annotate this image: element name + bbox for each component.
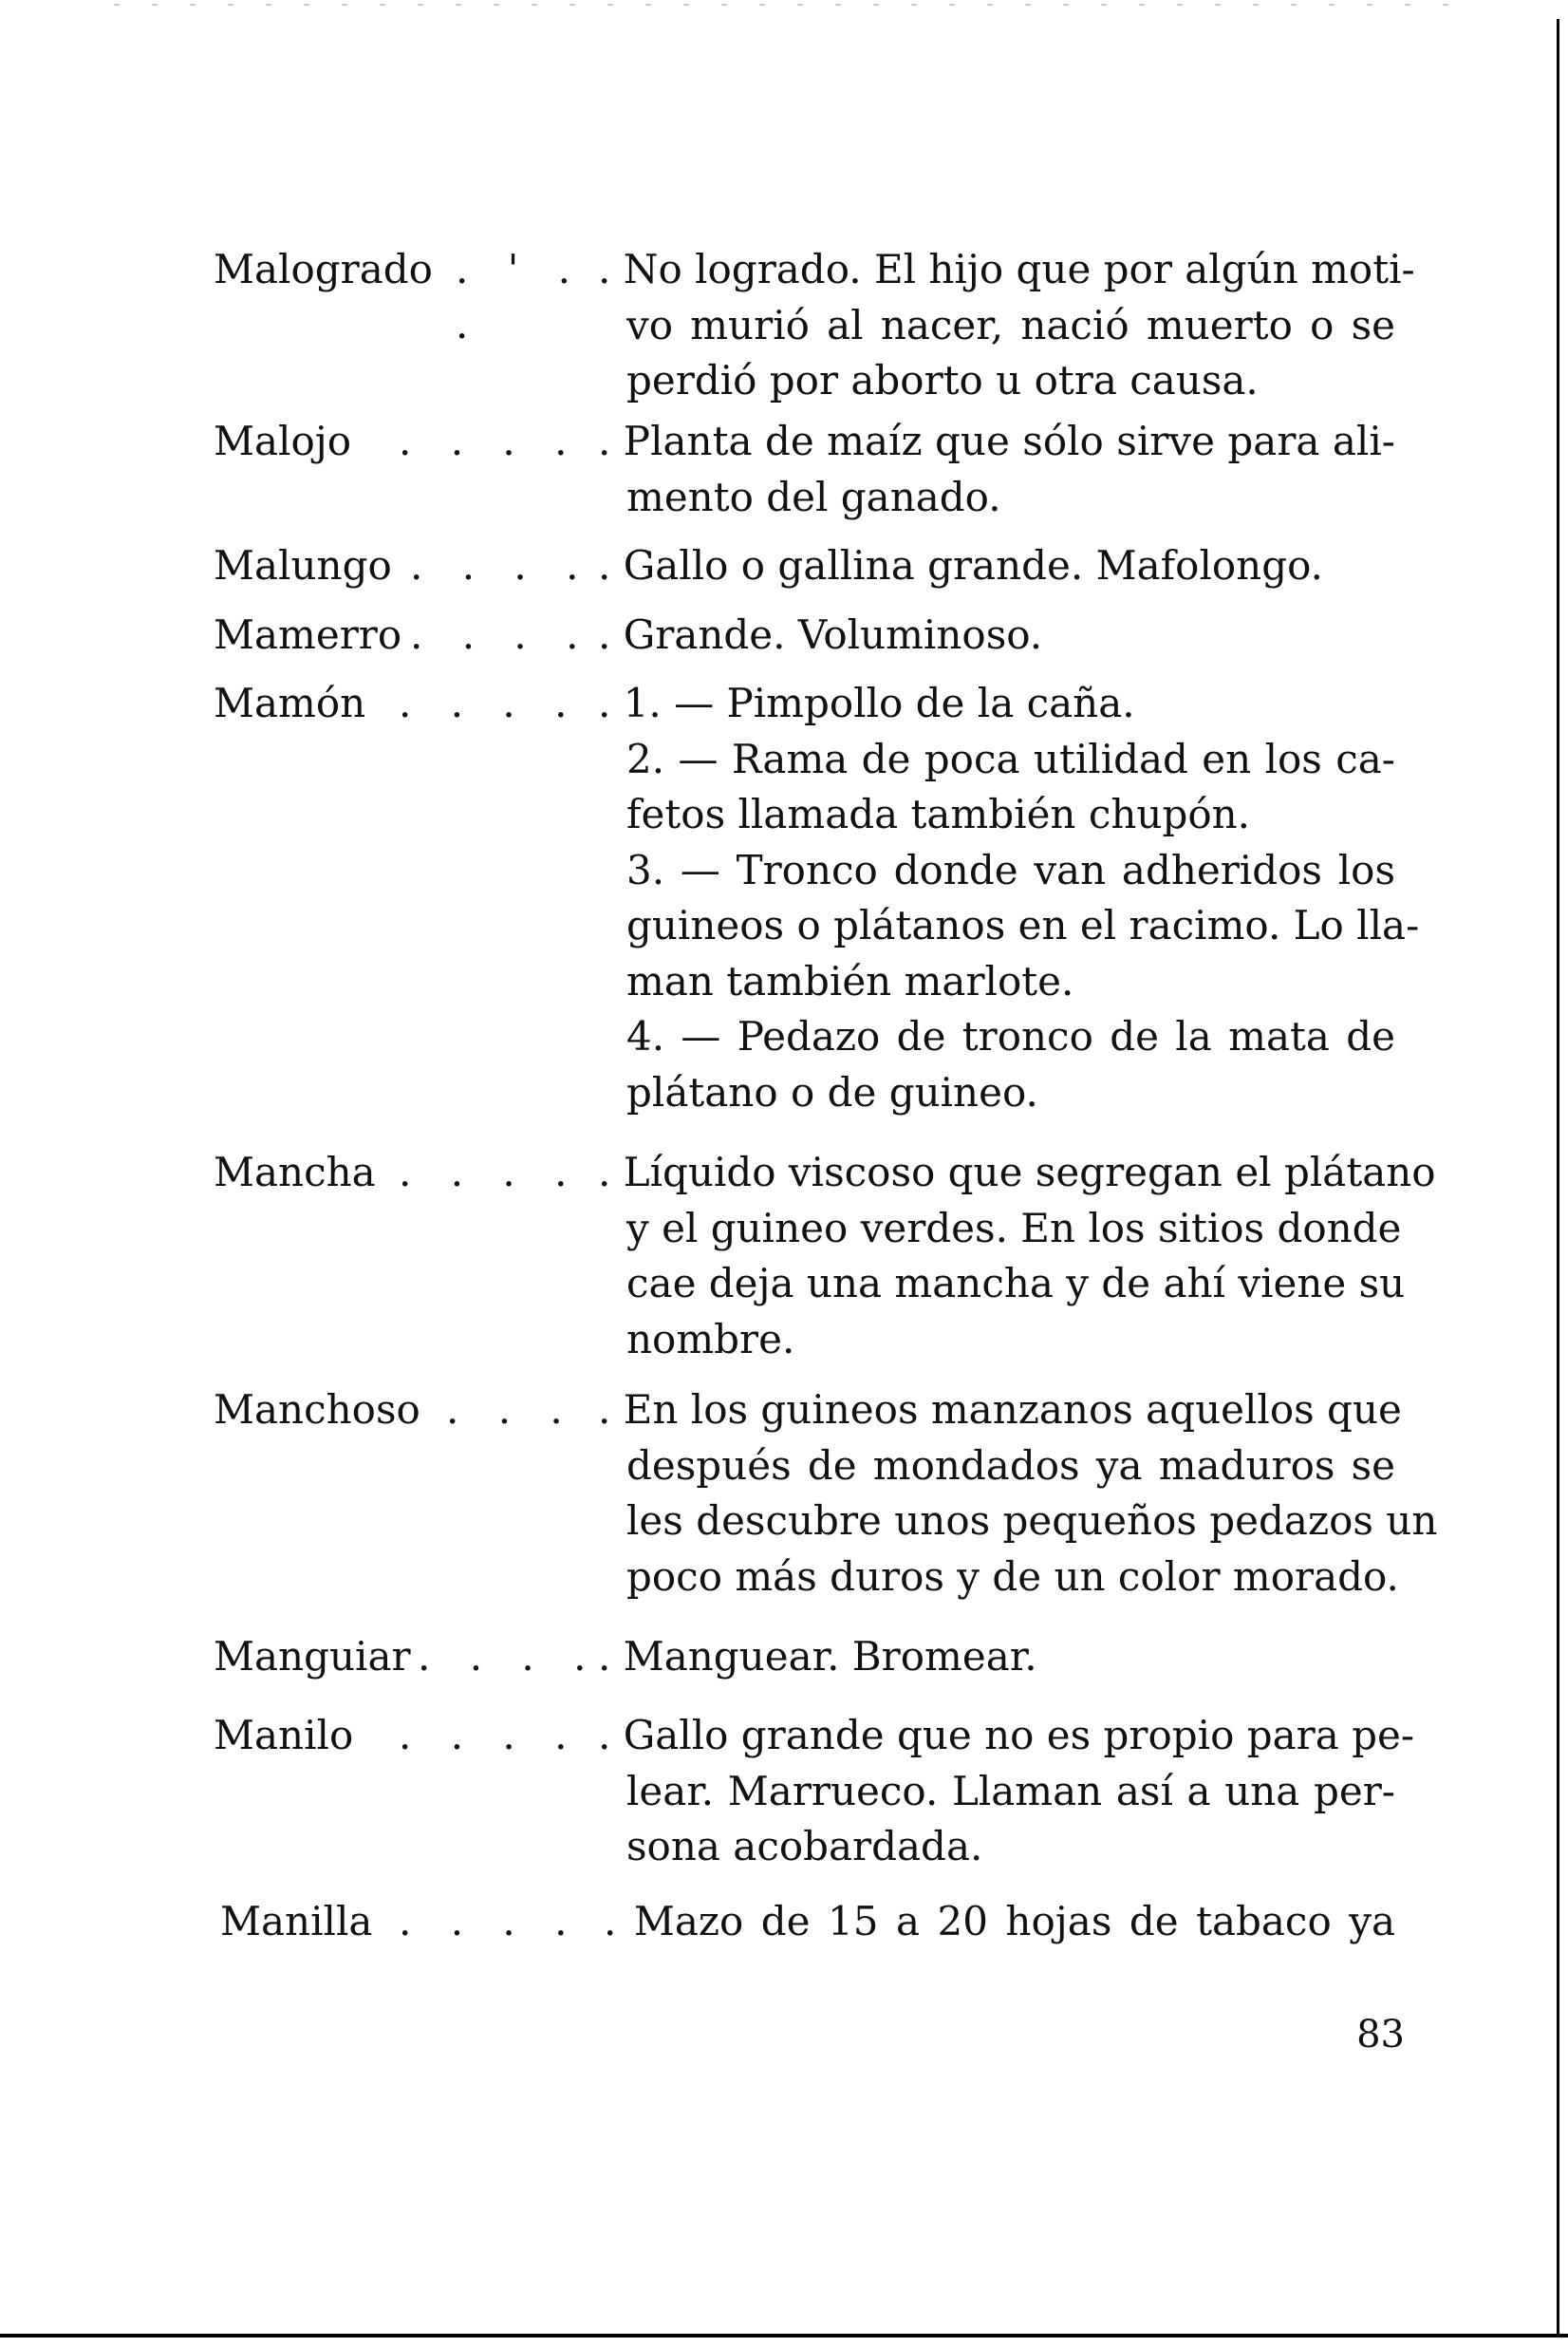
entry-definition: [598, 676, 1420, 1120]
definition-line: . Gallo grande que no es propio para pe-: [598, 1712, 1415, 1758]
definition-line: . Planta de maíz que sólo sirve para ali-: [598, 418, 1395, 464]
entry-definition: [598, 538, 1395, 594]
definition-line: perdió por aborto u otra causa.: [626, 357, 1259, 404]
entry-leader-dots: . . . .: [410, 542, 592, 589]
entry-leader-dots: . . .: [446, 1386, 576, 1433]
entry-term: Manilo: [214, 1712, 354, 1758]
definition-line: man también marlote.: [626, 957, 1074, 1005]
definition-line: 3. — Tronco donde van adheridos los: [626, 846, 1395, 893]
definition-line: 4. — Pedazo de tronco de la mata de: [626, 1013, 1395, 1060]
entry-definition: [598, 1708, 1415, 1875]
entry-leader-dots: . . . .: [399, 418, 581, 464]
entry-definition: [598, 608, 1395, 664]
entry-leader-dots: . . . .: [399, 1712, 581, 1758]
entry-definition: [598, 1629, 1395, 1685]
entry-term: Mamón: [214, 680, 366, 726]
definition-line: . Gallo o gallina grande. Mafolongo.: [598, 542, 1324, 589]
definition-line: vo murió al nacer, nació muerto o se: [626, 301, 1395, 348]
entry-definition: [598, 1145, 1436, 1367]
entry-leader-dots: . . . .: [399, 1898, 581, 1944]
definition-line: poco más duros y de un color morado.: [626, 1552, 1399, 1600]
definition-line: . En los guineos manzanos aquellos que: [598, 1386, 1402, 1433]
page-number: 83: [1356, 2013, 1405, 2056]
definition-line: . No logrado. El hijo que por algún moti-: [598, 246, 1415, 292]
entry-leader-dots: . . . .: [418, 1633, 600, 1680]
entry-leader-dots: . . . .: [399, 680, 581, 726]
definition-line: y el guineo verdes. En los sitios donde: [626, 1204, 1402, 1251]
definition-line: cae deja una mancha y de ahí viene su: [626, 1260, 1406, 1306]
definition-line: después de mondados ya maduros se: [626, 1441, 1395, 1489]
entry-leader-dots: . ' . .: [456, 246, 584, 347]
entry-definition: [598, 242, 1415, 409]
entry-term: Malogrado: [214, 246, 433, 292]
scan-right-border: [1557, 19, 1559, 2334]
entry-leader-dots: . . . .: [410, 611, 592, 658]
definition-line: les descubre unos pequeños pedazos un: [626, 1497, 1438, 1544]
definition-line: plátano o de guineo.: [626, 1068, 1038, 1116]
entry-term: Manchoso: [214, 1386, 420, 1433]
definition-line: sona acobardada.: [626, 1823, 983, 1869]
entry-term: Mamerro: [214, 611, 402, 658]
entry-definition: [598, 414, 1395, 525]
entry-term: Manguiar: [214, 1633, 411, 1680]
definition-line: . Grande. Voluminoso.: [598, 611, 1043, 658]
entry-term: Manilla: [220, 1898, 373, 1944]
definition-line: mento del ganado.: [626, 473, 1001, 520]
scan-edge-noise: [114, 4, 1462, 6]
definition-line: 2. — Rama de poca utilidad en los ca-: [626, 735, 1395, 782]
definition-line: . Líquido viscoso que segregan el plátano: [598, 1149, 1436, 1195]
definition-line: fetos llamada también chupón.: [626, 791, 1251, 837]
entry-definition: [598, 1382, 1438, 1605]
scan-bottom-border: [0, 2334, 1568, 2338]
entry-term: Mancha: [214, 1149, 376, 1195]
definition-line: . 1. — Pimpollo de la caña.: [598, 680, 1135, 726]
definition-line: . Manguear. Bromear.: [598, 1633, 1037, 1680]
entry-definition: [604, 1894, 1395, 1950]
entry-term: Malungo: [214, 542, 392, 589]
definition-line: . Mazo de 15 a 20 hojas de tabaco ya: [604, 1898, 1395, 1944]
definition-line: guineos o plátanos en el racimo. Lo lla-: [626, 902, 1420, 948]
entry-term: Malojo: [214, 418, 352, 464]
definition-line: lear. Marrueco. Llaman así a una per-: [626, 1767, 1395, 1814]
definition-line: nombre.: [626, 1315, 795, 1362]
entry-leader-dots: . . . .: [399, 1149, 581, 1195]
